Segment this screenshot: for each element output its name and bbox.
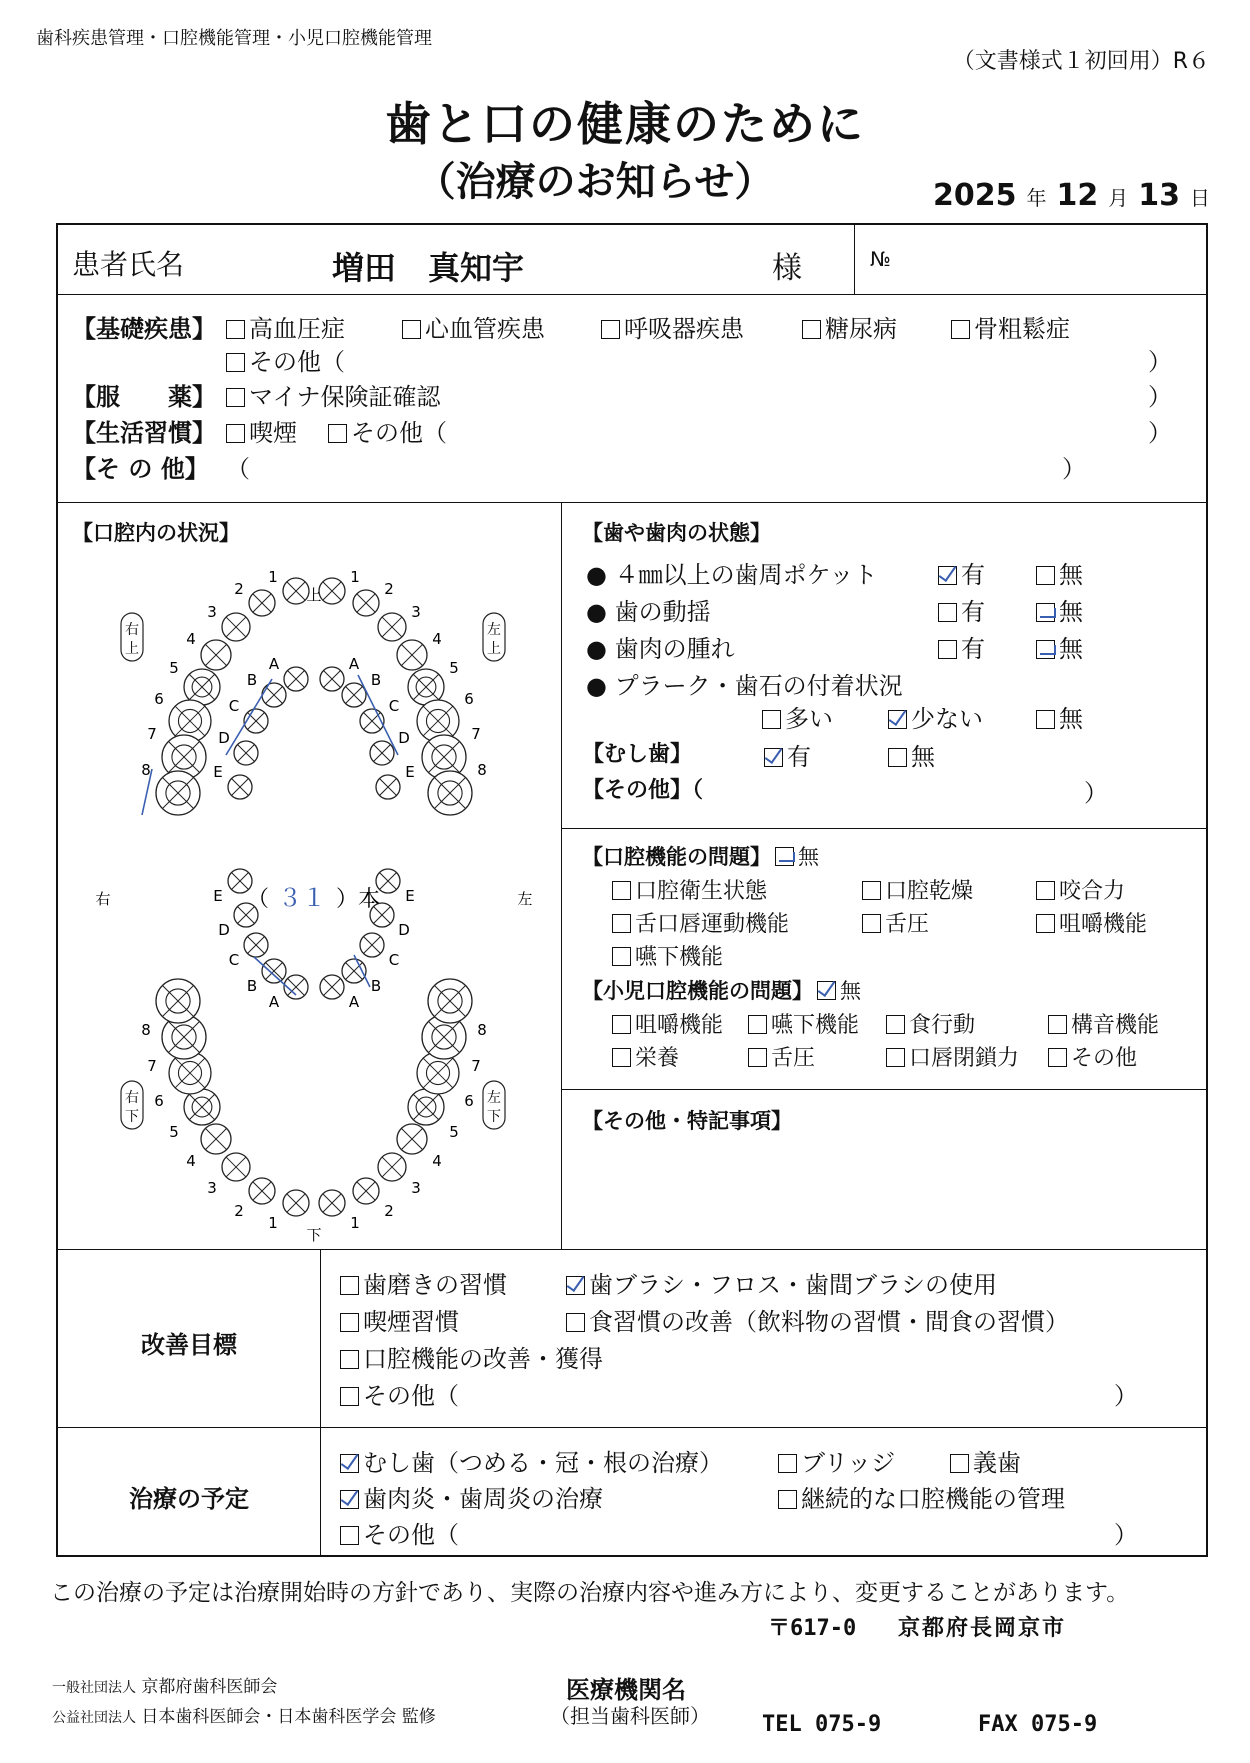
count-close: ）本 xyxy=(335,887,381,912)
tooth-number: 5 xyxy=(449,1123,459,1141)
checkbox[interactable] xyxy=(612,947,631,966)
quadrant-label: 下 xyxy=(487,1109,501,1125)
paren-close: ） xyxy=(1148,419,1172,447)
oral-function-item[interactable] xyxy=(612,907,789,938)
quadrant-label: 右 xyxy=(125,1090,139,1106)
mobility-row-label: ● 歯の動揺 xyxy=(586,598,711,626)
goal-item[interactable] xyxy=(340,1302,459,1337)
tooth-number: 7 xyxy=(471,725,481,743)
goal-item[interactable] xyxy=(340,1376,459,1411)
tooth-number: 8 xyxy=(141,1021,151,1039)
primary-letter: B xyxy=(246,977,258,995)
other-label: 【そ の 他】 xyxy=(72,455,209,483)
primary-letter: E xyxy=(405,887,415,905)
checkbox-label: 義歯 xyxy=(973,1449,1021,1477)
primary-letter: D xyxy=(398,921,410,939)
checkbox-label: 口腔乾燥 xyxy=(885,879,974,904)
swelling-no[interactable] xyxy=(1036,629,1083,664)
primary-letter: B xyxy=(370,977,382,995)
tooth-number: 2 xyxy=(234,580,244,598)
left-label: 左 xyxy=(517,890,533,908)
checkbox-label: 多い xyxy=(785,705,833,733)
checkbox-label: 咀嚼機能 xyxy=(635,1013,724,1038)
checkbox[interactable] xyxy=(226,353,245,372)
primary-letter: B xyxy=(246,671,258,689)
checkbox-label: 有 xyxy=(961,598,985,626)
checkbox-label: 高血圧症 xyxy=(249,315,345,343)
quadrant-label: 左 xyxy=(487,622,501,638)
primary-letter: D xyxy=(218,921,230,939)
checkbox-label: 無 xyxy=(798,845,819,869)
checkbox[interactable] xyxy=(328,424,347,443)
checkbox-label: 無 xyxy=(1059,561,1083,589)
tooth-number: 1 xyxy=(268,568,278,586)
checkbox-label: 喫煙 xyxy=(249,419,297,447)
tooth-chart xyxy=(58,525,558,1247)
pocket-yes[interactable] xyxy=(938,555,985,590)
tooth-number: 3 xyxy=(207,603,217,621)
checkbox-label: 栄養 xyxy=(635,1046,680,1071)
org2-type: 公益社団法人 xyxy=(52,1710,136,1726)
mobility-yes[interactable] xyxy=(938,592,985,627)
tooth-number: 1 xyxy=(268,1214,278,1232)
basic-disease-4[interactable] xyxy=(802,309,897,344)
checkbox-label: 咬合力 xyxy=(1059,879,1126,904)
org-line-2 xyxy=(52,1702,436,1727)
tooth-number: 2 xyxy=(234,1202,244,1220)
checkbox[interactable] xyxy=(802,320,821,339)
tooth-number: 6 xyxy=(154,690,164,708)
org-line-1 xyxy=(52,1672,277,1697)
paren-close: ） xyxy=(1114,1382,1138,1410)
child-function-item[interactable] xyxy=(748,1008,859,1039)
date-day-unit: 日 xyxy=(1190,186,1210,210)
basic-disease-label: 【基礎疾患】 xyxy=(72,315,216,343)
checkbox[interactable] xyxy=(950,1454,969,1473)
checkbox-label: 舌圧 xyxy=(885,912,930,937)
caries-no[interactable] xyxy=(888,737,935,772)
checkbox-label: 有 xyxy=(961,561,985,589)
checkbox-label: 食行動 xyxy=(909,1013,976,1038)
tooth-number: 1 xyxy=(350,568,360,586)
org1-type: 一般社団法人 xyxy=(52,1680,136,1696)
org2-name: 日本歯科医師会・日本歯科医学会 監修 xyxy=(141,1707,436,1727)
document-title: 歯と口の健康のために xyxy=(385,97,865,151)
checkbox[interactable] xyxy=(888,748,907,767)
tooth-number: 8 xyxy=(477,1021,487,1039)
oral-function-item[interactable] xyxy=(612,940,723,971)
child-function-item[interactable] xyxy=(612,1041,679,1072)
checkbox[interactable] xyxy=(1036,710,1055,729)
tooth-number: 6 xyxy=(154,1092,164,1110)
checkbox[interactable] xyxy=(1036,881,1055,900)
child-function-label xyxy=(582,975,861,1005)
divider xyxy=(854,225,855,294)
quadrant-label: 右 xyxy=(125,622,139,638)
checkbox[interactable] xyxy=(748,1048,767,1067)
checkbox[interactable] xyxy=(938,603,957,622)
clinic-fax: FAX 075-9 xyxy=(978,1712,1098,1737)
plan-item[interactable] xyxy=(950,1443,1021,1478)
tooth-number: 8 xyxy=(477,761,487,779)
checkbox[interactable] xyxy=(612,1015,631,1034)
plan-item[interactable] xyxy=(340,1443,723,1478)
plan-item[interactable] xyxy=(340,1479,603,1514)
child-function-item[interactable] xyxy=(1048,1041,1137,1072)
checkbox[interactable] xyxy=(1036,640,1055,659)
checkbox[interactable] xyxy=(612,881,631,900)
paren-close: ） xyxy=(1148,348,1172,376)
oral-function-item[interactable] xyxy=(862,874,973,905)
form-number: （文書様式１初回用）R６ xyxy=(952,49,1210,74)
goal-item[interactable] xyxy=(340,1339,603,1374)
oral-function-item[interactable] xyxy=(612,874,767,905)
quadrant-label: 上 xyxy=(125,641,139,657)
checkbox-label: 少ない xyxy=(911,705,983,733)
date-day: 13 xyxy=(1138,178,1180,213)
gum-other-label: 【その他】（ xyxy=(582,778,704,803)
gum-state-label: 【歯や歯肉の状態】 xyxy=(582,521,771,545)
program-header: 歯科疾患管理・口腔機能管理・小児口腔機能管理 xyxy=(36,28,432,49)
clinic-tel: TEL 075-9 xyxy=(762,1712,882,1737)
form-box xyxy=(56,223,1208,1557)
checkbox-label: 無 xyxy=(840,979,861,1003)
checkbox[interactable] xyxy=(938,566,957,585)
checkbox[interactable] xyxy=(226,388,245,407)
plaque-many[interactable] xyxy=(762,699,833,734)
goal-item[interactable] xyxy=(566,1265,997,1300)
lifestyle-label: 【生活習慣】 xyxy=(72,419,216,447)
medication-label: 【服 薬】 xyxy=(72,383,216,411)
checkbox-label: その他（ xyxy=(249,348,345,376)
checkbox-label: 心血管疾患 xyxy=(425,315,545,343)
checkbox[interactable] xyxy=(748,1015,767,1034)
plaque-label: ● プラーク・歯石の付着状況 xyxy=(586,672,903,700)
tooth-number: 7 xyxy=(147,1057,157,1075)
primary-letter: C xyxy=(388,697,400,715)
tooth-number: 4 xyxy=(186,630,196,648)
checkbox[interactable] xyxy=(566,1276,585,1295)
checkbox[interactable] xyxy=(778,1490,797,1509)
child-function-item[interactable] xyxy=(886,1008,975,1039)
checkbox-label: 嚥下機能 xyxy=(635,945,724,970)
clinic-sub-label: （担当歯科医師） xyxy=(550,1704,710,1728)
divider xyxy=(58,502,1206,503)
tooth-number: 7 xyxy=(147,725,157,743)
patient-name-label: 患者氏名 xyxy=(72,248,185,281)
plaque-none[interactable] xyxy=(1036,699,1083,734)
patient-suffix: 様 xyxy=(772,251,802,286)
checkbox[interactable] xyxy=(601,320,620,339)
checkbox-label: ブリッジ xyxy=(801,1449,896,1477)
tooth-number: 7 xyxy=(471,1057,481,1075)
checkbox-label: その他（ xyxy=(351,419,447,447)
checkbox[interactable] xyxy=(778,1454,797,1473)
primary-letter: C xyxy=(228,697,240,715)
swelling-yes[interactable] xyxy=(938,629,985,664)
oral-status-label: 【口腔内の状況】 xyxy=(72,521,240,545)
checkbox[interactable] xyxy=(938,640,957,659)
checkbox-label: 呼吸器疾患 xyxy=(624,315,744,343)
plan-item[interactable] xyxy=(340,1515,459,1550)
checkbox-label: 嚥下機能 xyxy=(771,1013,860,1038)
tooth-number: 6 xyxy=(464,1092,474,1110)
checkbox-label: 無 xyxy=(1059,635,1083,663)
quadrant-label: 左 xyxy=(487,1090,501,1106)
tooth-number: 8 xyxy=(141,761,151,779)
checkbox[interactable] xyxy=(340,1276,359,1295)
paren-close: ） xyxy=(1114,1521,1138,1549)
tooth-number: 5 xyxy=(169,659,179,677)
patient-name: 増田 真知宇 xyxy=(332,249,525,287)
basic-disease-5[interactable] xyxy=(951,309,1070,344)
checkbox-label: 歯ブラシ・フロス・歯間ブラシの使用 xyxy=(589,1271,997,1299)
checkbox[interactable] xyxy=(340,1490,359,1509)
caries-label: 【むし歯】 xyxy=(582,742,693,767)
oral-function-label xyxy=(582,841,819,871)
tooth-number: 5 xyxy=(169,1123,179,1141)
tooth-number: 2 xyxy=(384,580,394,598)
plan-item[interactable] xyxy=(778,1479,1065,1514)
child-function-title: 【小児口腔機能の問題】 xyxy=(582,979,813,1003)
upper-label: 上 xyxy=(306,586,322,604)
primary-letter: D xyxy=(398,729,410,747)
checkbox-label: 口唇閉鎖力 xyxy=(909,1046,1020,1071)
child-function-item[interactable] xyxy=(748,1041,815,1072)
divider xyxy=(58,294,1206,295)
checkbox[interactable] xyxy=(340,1387,359,1406)
right-label: 右 xyxy=(95,890,111,908)
tooth-number: 3 xyxy=(411,603,421,621)
checkbox-label: むし歯（つめる・冠・根の治療） xyxy=(363,1449,723,1477)
primary-letter: E xyxy=(405,763,415,781)
stamp-city: 京都府長岡京市 xyxy=(898,1615,1067,1641)
oral-function-item[interactable] xyxy=(862,907,929,938)
primary-letter: A xyxy=(268,993,280,1011)
date-month: 12 xyxy=(1056,178,1099,213)
other-open: （ xyxy=(226,455,250,483)
patient-no-label: № xyxy=(870,247,891,271)
checkbox-label: 食習慣の改善（飲料物の習慣・間食の習慣） xyxy=(589,1308,1069,1336)
checkbox[interactable] xyxy=(888,710,907,729)
plan-item[interactable] xyxy=(778,1443,895,1478)
checkbox-label: 糖尿病 xyxy=(825,315,897,343)
date-year: 2025 xyxy=(933,178,1017,213)
smoking-check[interactable] xyxy=(226,413,297,448)
basic-disease-other[interactable] xyxy=(226,342,345,377)
quadrant-label: 下 xyxy=(125,1109,139,1125)
checkbox[interactable] xyxy=(612,914,631,933)
tooth-number: 3 xyxy=(411,1179,421,1197)
goal-item[interactable] xyxy=(340,1265,507,1300)
checkbox-label: その他（ xyxy=(363,1382,459,1410)
checkbox[interactable] xyxy=(226,424,245,443)
primary-letter: B xyxy=(370,671,382,689)
checkbox-label: 舌圧 xyxy=(771,1046,816,1071)
checkbox-label: 構音機能 xyxy=(1071,1013,1160,1038)
primary-letter: C xyxy=(388,951,400,969)
checkbox[interactable] xyxy=(340,1350,359,1369)
footer-notice: この治療の予定は治療開始時の方針であり、実際の治療内容や進み方により、変更することがあります。 xyxy=(50,1580,1130,1606)
org1-name: 京都府歯科医師会 xyxy=(141,1677,278,1697)
checkbox[interactable] xyxy=(340,1454,359,1473)
goals-label: 改善目標 xyxy=(141,1331,237,1359)
checkbox-label: 口腔機能の改善・獲得 xyxy=(363,1345,603,1373)
checkbox-label: 無 xyxy=(1059,705,1083,733)
tooth-number: 5 xyxy=(449,659,459,677)
checkbox[interactable] xyxy=(764,748,783,767)
stamp-zip: 〒617-0 xyxy=(768,1616,857,1641)
mobility-no[interactable] xyxy=(1036,592,1083,627)
date-month-unit: 月 xyxy=(1108,186,1129,210)
primary-letter: A xyxy=(348,993,360,1011)
tooth-number: 4 xyxy=(432,1152,442,1170)
checkbox-label: 口腔衛生状態 xyxy=(635,879,768,904)
swelling-row-label: ● 歯肉の腫れ xyxy=(586,635,735,663)
checkbox[interactable] xyxy=(1048,1048,1067,1067)
quadrant-label: 上 xyxy=(487,641,501,657)
paren-close: ） xyxy=(1084,779,1108,807)
checkbox-label: 有 xyxy=(961,635,985,663)
checkbox[interactable] xyxy=(612,1048,631,1067)
checkbox[interactable] xyxy=(566,1313,585,1332)
checkbox[interactable] xyxy=(340,1313,359,1332)
checkbox-label: 無 xyxy=(1059,598,1083,626)
checkbox[interactable] xyxy=(402,320,421,339)
count-open: （ xyxy=(246,887,270,912)
child-function-item[interactable] xyxy=(1048,1008,1159,1039)
primary-letter: A xyxy=(268,655,280,673)
goal-item[interactable] xyxy=(566,1302,1069,1337)
oral-function-title: 【口腔機能の問題】 xyxy=(582,845,771,869)
checkbox-label: 喫煙習慣 xyxy=(363,1308,459,1336)
plan-label: 治療の予定 xyxy=(129,1485,249,1513)
pocket-row-label: ● ４㎜以上の歯周ポケット xyxy=(586,561,878,589)
my-number-card-check[interactable] xyxy=(226,377,441,412)
checkbox-label: 骨粗鬆症 xyxy=(974,315,1070,343)
checkbox[interactable] xyxy=(1036,914,1055,933)
checkbox[interactable] xyxy=(226,320,245,339)
tooth-number: 6 xyxy=(464,690,474,708)
primary-letter: A xyxy=(348,655,360,673)
checkbox[interactable] xyxy=(340,1526,359,1545)
checkbox-label: 有 xyxy=(787,743,811,771)
checkbox[interactable] xyxy=(1048,1015,1067,1034)
child-function-none-checkbox[interactable] xyxy=(817,981,836,1000)
tooth-number: 3 xyxy=(207,1179,217,1197)
checkbox[interactable] xyxy=(1036,603,1055,622)
checkbox-label: 歯肉炎・歯周炎の治療 xyxy=(363,1485,603,1513)
plaque-few[interactable] xyxy=(888,699,983,734)
primary-letter: C xyxy=(228,951,240,969)
child-function-item[interactable] xyxy=(612,1008,723,1039)
lifestyle-other[interactable] xyxy=(328,413,447,448)
oral-function-none-checkbox[interactable] xyxy=(775,847,794,866)
checkbox-label: 継続的な口腔機能の管理 xyxy=(801,1485,1065,1513)
child-function-item[interactable] xyxy=(886,1041,1019,1072)
tooth-number: 2 xyxy=(384,1202,394,1220)
checkbox-label: その他（ xyxy=(363,1521,459,1549)
issue-date xyxy=(933,178,1210,213)
divider xyxy=(320,1249,321,1555)
checkbox[interactable] xyxy=(762,710,781,729)
basic-disease-2[interactable] xyxy=(402,309,545,344)
primary-letter: E xyxy=(213,763,223,781)
paren-close: ） xyxy=(1148,383,1172,411)
divider xyxy=(58,1427,1206,1428)
date-year-unit: 年 xyxy=(1026,186,1047,210)
checkbox[interactable] xyxy=(862,881,881,900)
checkbox-label: 咀嚼機能 xyxy=(1059,912,1148,937)
checkbox[interactable] xyxy=(1036,566,1055,585)
checkbox-label: 歯磨きの習慣 xyxy=(363,1271,507,1299)
checkbox[interactable] xyxy=(862,914,881,933)
tooth-number: 1 xyxy=(350,1214,360,1232)
pocket-no[interactable] xyxy=(1036,555,1083,590)
tooth-number: 4 xyxy=(186,1152,196,1170)
clinic-label: 医療機関名 xyxy=(566,1676,686,1704)
checkbox[interactable] xyxy=(951,320,970,339)
checkbox-label: マイナ保険証確認 xyxy=(249,383,441,411)
checkbox-label: 舌口唇運動機能 xyxy=(635,912,790,937)
divider xyxy=(561,828,1206,829)
checkbox-label: その他 xyxy=(1071,1046,1138,1071)
checkbox[interactable] xyxy=(886,1015,905,1034)
lower-label: 下 xyxy=(306,1226,322,1244)
caries-yes[interactable] xyxy=(764,737,811,772)
divider xyxy=(561,502,562,1249)
checkbox-label: 無 xyxy=(911,743,935,771)
basic-disease-1[interactable] xyxy=(226,309,345,344)
paren-close: ） xyxy=(1062,455,1086,483)
notes-label: 【その他・特記事項】 xyxy=(582,1109,792,1133)
oral-function-item[interactable] xyxy=(1036,907,1147,938)
primary-letter: E xyxy=(213,887,223,905)
tooth-number: 4 xyxy=(432,630,442,648)
basic-disease-3[interactable] xyxy=(601,309,744,344)
document-subtitle: （治療のお知らせ） xyxy=(415,159,775,205)
tooth-count: ３１ xyxy=(278,884,326,912)
oral-function-item[interactable] xyxy=(1036,874,1125,905)
divider xyxy=(58,1249,1206,1250)
checkbox[interactable] xyxy=(886,1048,905,1067)
primary-letter: D xyxy=(218,729,230,747)
divider xyxy=(561,1089,1206,1090)
